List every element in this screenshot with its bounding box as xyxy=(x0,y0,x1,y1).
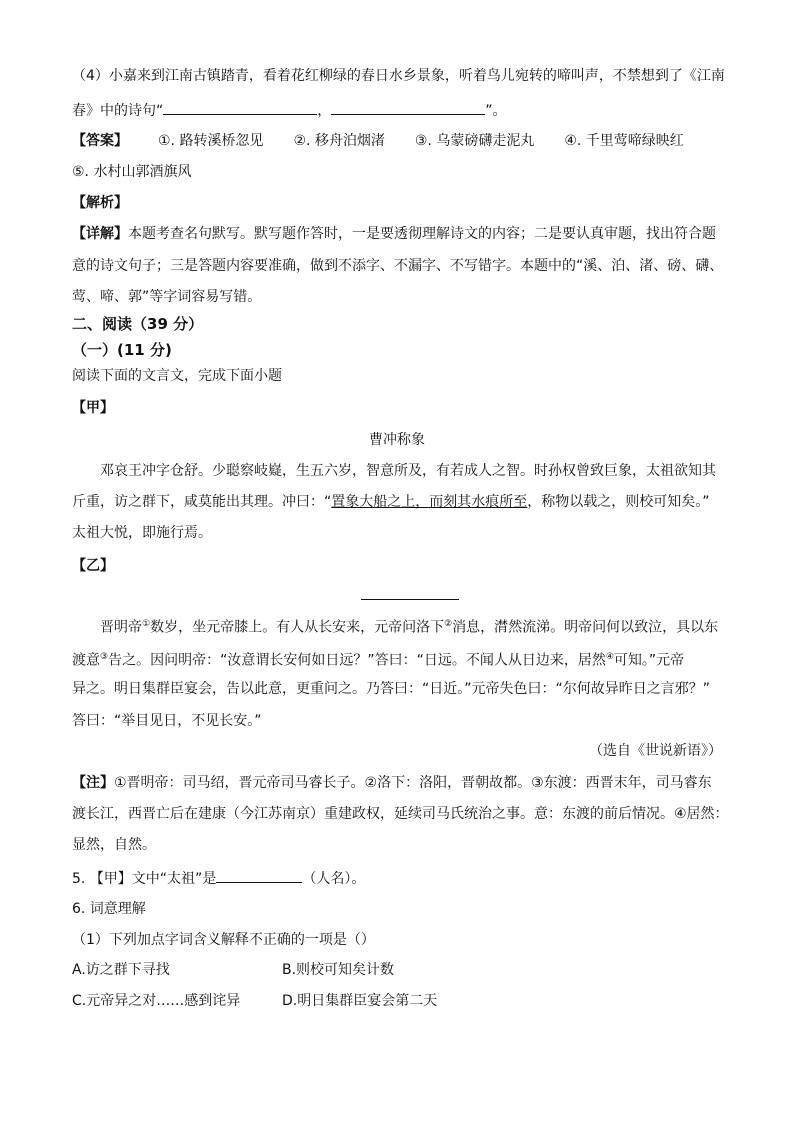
footnote-marker: ② xyxy=(444,619,453,629)
yi-text: 告之。因问明帝：“汝意谓长安何如日远？”答曰：“日远。不闻人从日边来，居然 xyxy=(108,652,606,669)
underlined-sentence: 置象大船之上，而刻其水痕所至 xyxy=(331,494,528,510)
detail-text: 莺、啼、郭”等字词容易写错。 xyxy=(72,289,262,305)
analysis-label-text: 【解析】 xyxy=(72,195,128,211)
q5-text-end: （人名）。 xyxy=(302,871,366,887)
option-a[interactable]: A.访之群下寻找 xyxy=(72,962,170,978)
jia-title: 曹冲称象 xyxy=(369,432,425,448)
option-c[interactable]: C.元帝异之对……感到诧异 xyxy=(72,993,241,1009)
yi-line-3: 异之。明日集群臣宴会，告以此意，更重问之。乃答曰：“日近。”元帝失色曰：“尔何故异昨日之言邪？” xyxy=(72,681,711,697)
answer-blank-2[interactable] xyxy=(331,100,485,115)
footnote-marker: ③ xyxy=(100,652,109,662)
q4-text-2: 春》中的诗句“ xyxy=(72,103,164,119)
answer-line xyxy=(72,131,684,151)
yi-line-4: 答曰：“举目见日，不见长安。” xyxy=(72,713,262,729)
source-citation: （选自《世说新语》） xyxy=(589,743,722,759)
jia-text: ，称物以载之，则校可知矣。” xyxy=(527,494,710,510)
jia-line-1: 邓哀王冲字仓舒。少聪察岐嶷，生五六岁，智意所及，有若成人之智。时孙权曾致巨象，太祖欲知其 xyxy=(100,463,716,479)
yi-text: 渡意 xyxy=(72,652,100,669)
jia-line-3: 太祖大悦，即施行焉。 xyxy=(72,525,212,541)
answer-line-2 xyxy=(72,162,191,182)
instruction: 阅读下面的文言文，完成下面小题 xyxy=(72,368,282,384)
jia-label: 【甲】 xyxy=(72,400,114,416)
yi-text: 数岁，坐元帝膝上。有人从长安来，元帝问洛下 xyxy=(150,619,445,636)
note-text: ①晋明帝：司马绍，晋元帝司马睿长子。②洛下：洛阳，晋朝故都。③东渡：西晋末年，司马睿东 xyxy=(114,775,712,791)
answer-item: ⑤. 水村山郭酒旗风 xyxy=(72,164,192,180)
q5-line xyxy=(72,868,365,889)
answer-blank-1[interactable] xyxy=(163,100,317,115)
yi-text: 消息，潸然流涕。明帝问何以致泣，具以东 xyxy=(452,619,719,636)
yi-title-blank[interactable] xyxy=(361,599,459,600)
jia-text: 斤重，访之群下，咸莫能出其理。冲曰：“ xyxy=(72,494,332,510)
answer-item: ①. 路转溪桥忽见 xyxy=(158,133,264,149)
yi-line-2 xyxy=(72,647,684,671)
jia-line-2 xyxy=(72,492,710,512)
detail-line-1 xyxy=(72,224,716,244)
part-title: （一）(11 分) xyxy=(72,341,172,359)
note-label: 【注】 xyxy=(72,775,114,791)
note-line-1 xyxy=(72,773,712,793)
section-title: 二、阅读（39 分） xyxy=(72,315,204,333)
note-line-2: 渡长江，西晋亡后在建康（今江苏南京）重建政权，延续司马氏统治之事。意：东渡的前后情况。④居然： xyxy=(72,806,729,822)
answer-item: ②. 移舟泊烟渚 xyxy=(293,133,385,149)
yi-label: 【乙】 xyxy=(72,558,114,574)
analysis-label xyxy=(72,193,128,213)
q4-separator: ， xyxy=(317,103,332,119)
q5-answer-blank[interactable] xyxy=(216,868,302,883)
option-b[interactable]: B.则校可知矣计数 xyxy=(282,962,395,978)
note-line-3: 显然，自然。 xyxy=(72,837,156,853)
option-d[interactable]: D.明日集群臣宴会第二天 xyxy=(282,993,438,1009)
answer-item: ④. 千里莺啼绿映红 xyxy=(564,133,684,149)
detail-line-3 xyxy=(72,287,261,307)
q4-end: ”。 xyxy=(485,103,507,119)
detail-text: 意的诗文句子；三是答题内容要准确，做到不添字、不漏字、不写错字。本题中的“溪、泊、渚、磅、礴、 xyxy=(72,258,724,274)
detail-line-2 xyxy=(72,256,723,276)
yi-text: 晋明帝 xyxy=(100,619,142,636)
detail-text: 本题考查名句默写。默写题作答时，一是要透彻理解诗文的内容；二是要认真审题，找出符合题 xyxy=(128,226,716,242)
q6-sub1: （1）下列加点字词含义解释不正确的一项是（） xyxy=(72,932,375,948)
detail-label: 【详解】 xyxy=(72,226,128,242)
footnote-marker: ④ xyxy=(605,652,614,662)
q5-text: 5. 【甲】文中“太祖”是 xyxy=(72,871,217,887)
q4-line-1 xyxy=(72,66,725,86)
yi-line-1 xyxy=(100,614,718,638)
answer-label: 【答案】 xyxy=(72,133,128,149)
answer-item: ③. 乌蒙磅礴走泥丸 xyxy=(414,133,535,149)
q6-title: 6. 词意理解 xyxy=(72,901,146,917)
footnote-marker: ① xyxy=(142,619,151,629)
q4-text: （4）小嘉来到江南古镇踏青，看着花红柳绿的春日水乡景象，听着鸟儿宛转的啼叫声，不禁想到了《江南 xyxy=(72,68,725,84)
yi-text: 可知。”元帝 xyxy=(613,652,685,669)
q4-line-2 xyxy=(72,100,507,121)
